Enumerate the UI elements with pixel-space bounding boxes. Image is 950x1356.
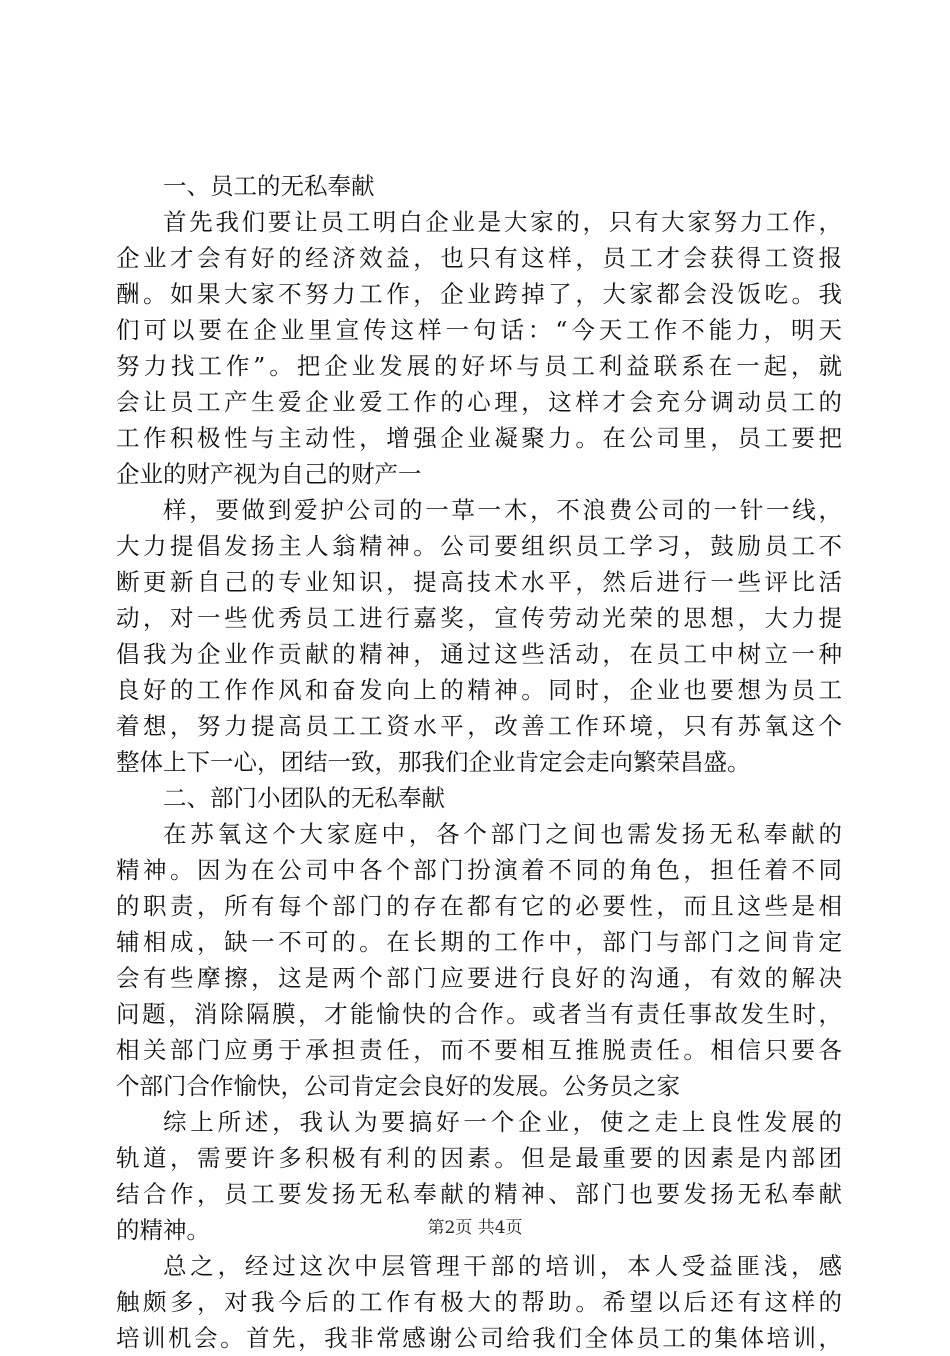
paragraph-line: 辅相成，缺一不可的。在长期的工作中，部门与部门之间肯定 bbox=[116, 928, 842, 956]
paragraph-line: 企业才会有好的经济效益，也只有这样，员工才会获得工资报 bbox=[116, 244, 842, 272]
paragraph-line: 结合作，员工要发扬无私奉献的精神、部门也要发扬无私奉献 bbox=[116, 1180, 842, 1208]
paragraph-line: 的职责，所有每个部门的存在都有它的必要性，而且这些是相 bbox=[116, 892, 842, 920]
paragraph-line: 企业的财产视为自己的财产一 bbox=[116, 460, 422, 488]
paragraph-line: 们可以要在企业里宣传这样一句话：“今天工作不能力，明天 bbox=[116, 316, 842, 344]
paragraph-line: 触颇多，对我今后的工作有极大的帮助。希望以后还有这样的 bbox=[116, 1288, 842, 1316]
paragraph-line: 大力提倡发扬主人翁精神。公司要组织员工学习，鼓励员工不 bbox=[116, 532, 842, 560]
paragraph-line: 整体上下一心，团结一致，那我们企业肯定会走向繁荣昌盛。 bbox=[116, 748, 751, 776]
page-number-footer: 第2页 共4页 bbox=[427, 1218, 523, 1238]
paragraph-line: 在苏氧这个大家庭中，各个部门之间也需发扬无私奉献的 bbox=[163, 820, 842, 848]
paragraph-line: 精神。因为在公司中各个部门扮演着不同的角色，担任着不同 bbox=[116, 856, 842, 884]
paragraph-line: 相关部门应勇于承担责任，而不要相互推脱责任。相信只要各 bbox=[116, 1036, 842, 1064]
paragraph-line: 样，要做到爱护公司的一草一木，不浪费公司的一针一线， bbox=[163, 496, 842, 524]
paragraph-line: 断更新自己的专业知识，提高技术水平，然后进行一些评比活 bbox=[116, 568, 842, 596]
paragraph-line: 首先我们要让员工明白企业是大家的，只有大家努力工作， bbox=[163, 208, 842, 236]
paragraph-line: 着想，努力提高员工工资水平，改善工作环境，只有苏氧这个 bbox=[116, 712, 842, 740]
paragraph-line: 酬。如果大家不努力工作，企业跨掉了，大家都会没饭吃。我 bbox=[116, 280, 842, 308]
paragraph-line: 动，对一些优秀员工进行嘉奖，宣传劳动光荣的思想，大力提 bbox=[116, 604, 842, 632]
paragraph-line: 努力找工作”。把企业发展的好坏与员工利益联系在一起，就 bbox=[116, 352, 842, 380]
document-body bbox=[116, 168, 842, 1356]
section-heading-2: 二、部门小团队的无私奉献 bbox=[163, 784, 445, 812]
paragraph-line: 会有些摩擦，这是两个部门应要进行良好的沟通，有效的解决 bbox=[116, 964, 842, 992]
paragraph-line: 总之，经过这次中层管理干部的培训，本人受益匪浅，感 bbox=[163, 1252, 842, 1280]
section-heading-1: 一、员工的无私奉献 bbox=[163, 172, 375, 200]
paragraph-line: 良好的工作作风和奋发向上的精神。同时，企业也要想为员工 bbox=[116, 676, 842, 704]
paragraph-line: 轨道，需要许多积极有利的因素。但是最重要的因素是内部团 bbox=[116, 1144, 842, 1172]
paragraph-line: 综上所述，我认为要搞好一个企业，使之走上良性发展的 bbox=[163, 1108, 842, 1136]
paragraph-line: 个部门合作愉快，公司肯定会良好的发展。公务员之家 bbox=[116, 1072, 680, 1100]
paragraph-line: 工作积极性与主动性，增强企业凝聚力。在公司里，员工要把 bbox=[116, 424, 842, 452]
paragraph-line: 的精神。 bbox=[116, 1216, 210, 1244]
paragraph-line: 问题，消除隔膜，才能愉快的合作。或者当有责任事故发生时， bbox=[116, 1000, 842, 1028]
paragraph-line: 培训机会。首先，我非常感谢公司给我们全体员工的集体培训， bbox=[116, 1324, 842, 1352]
paragraph-line: 会让员工产生爱企业爱工作的心理，这样才会充分调动员工的 bbox=[116, 388, 842, 416]
paragraph-line: 倡我为企业作贡献的精神，通过这些活动，在员工中树立一种 bbox=[116, 640, 842, 668]
